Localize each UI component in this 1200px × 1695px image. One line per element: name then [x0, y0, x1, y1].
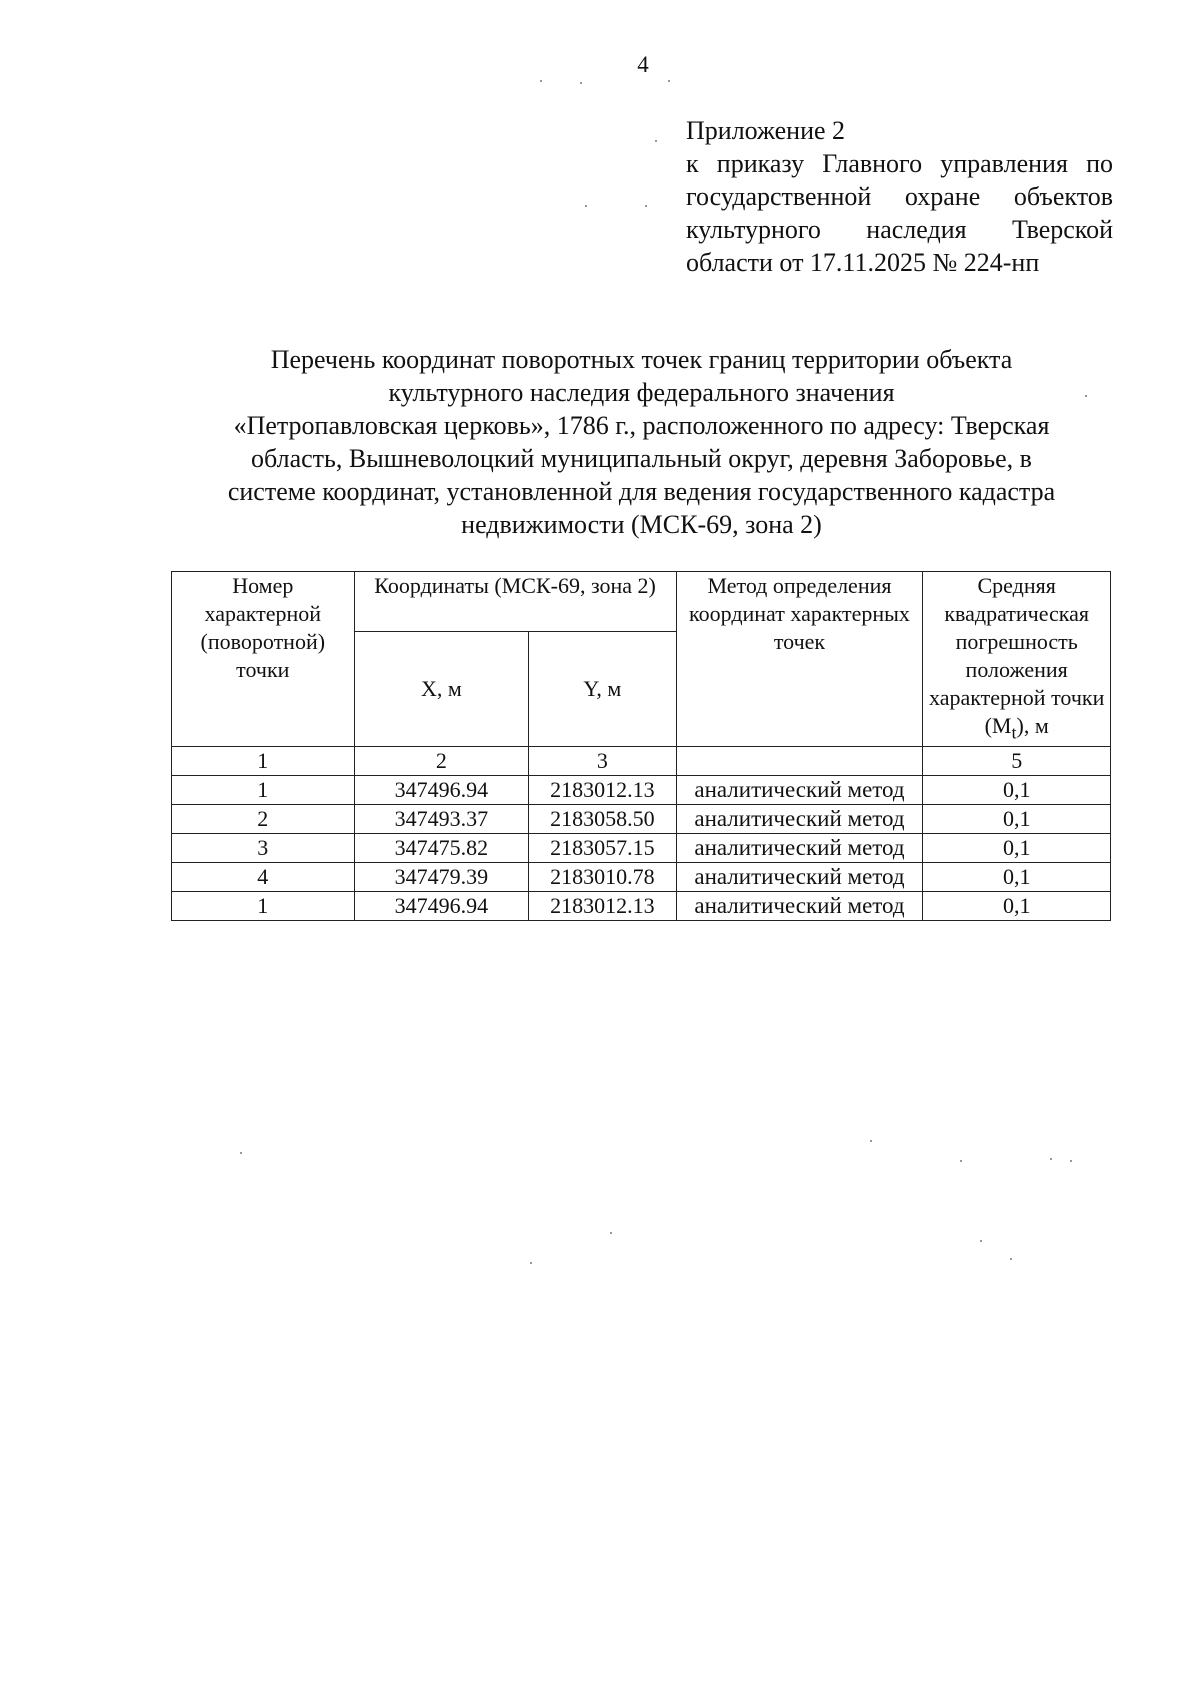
appendix-header [686, 114, 1113, 279]
scan-speck [980, 1240, 982, 1242]
header-error-subscript: t [1011, 722, 1017, 743]
x-cell: 347493.37 [354, 805, 529, 834]
scan-speck [870, 1140, 872, 1142]
error-cell: 0,1 [923, 834, 1111, 863]
scan-speck [1085, 395, 1087, 397]
appendix-line: государственной охране объектов [686, 182, 1113, 211]
header-method: Метод определения координат характерных точек [676, 572, 923, 747]
scan-speck [580, 82, 582, 84]
table-header-row [172, 572, 1111, 632]
error-cell: 0,1 [923, 863, 1111, 892]
document-title [176, 343, 1107, 541]
error-cell: 0,1 [923, 776, 1111, 805]
y-cell: 2183012.13 [529, 892, 676, 921]
scan-speck [668, 80, 670, 82]
title-line: культурного наследия федерального значения [388, 378, 895, 407]
scan-speck [610, 1232, 612, 1234]
method-cell: аналитический метод [676, 863, 923, 892]
point-cell: 4 [172, 863, 355, 892]
table-row [172, 834, 1111, 863]
title-line: область, Вышневолоцкий муниципальный округ, деревня Заборовье, в [251, 444, 1032, 473]
appendix-line: Приложение 2 [686, 116, 846, 145]
header-error-text: Средняя квадратическая погрешность положения характерной точки (M [929, 573, 1105, 738]
scan-speck [960, 1160, 962, 1162]
column-number: 5 [923, 747, 1111, 776]
method-cell: аналитический метод [676, 892, 923, 921]
title-line: недвижимости (МСК-69, зона 2) [461, 510, 822, 539]
scan-speck [530, 1262, 532, 1264]
error-cell: 0,1 [923, 805, 1111, 834]
y-cell: 2183010.78 [529, 863, 676, 892]
header-error-unit: ), м [1016, 713, 1049, 738]
header-error [923, 572, 1111, 747]
header-coordinates: Координаты (МСК-69, зона 2) [354, 572, 676, 632]
table-row [172, 892, 1111, 921]
x-cell: 347496.94 [354, 776, 529, 805]
column-number [676, 747, 923, 776]
scan-speck [655, 140, 657, 142]
point-cell: 2 [172, 805, 355, 834]
table-row [172, 776, 1111, 805]
x-cell: 347496.94 [354, 892, 529, 921]
scan-speck [540, 80, 542, 82]
scan-speck [1010, 1258, 1012, 1260]
y-cell: 2183058.50 [529, 805, 676, 834]
y-cell: 2183057.15 [529, 834, 676, 863]
column-numbers-row [172, 747, 1111, 776]
header-y: Y, м [529, 632, 676, 747]
scan-speck [240, 1152, 242, 1154]
title-line: Перечень координат поворотных точек границ территории объекта [270, 345, 1013, 374]
appendix-line: культурного наследия Тверской [686, 215, 1113, 244]
header-x: X, м [354, 632, 529, 747]
title-line: системе координат, установленной для ведения государственного кадастра [227, 477, 1056, 506]
method-cell: аналитический метод [676, 776, 923, 805]
scan-speck [1070, 1160, 1072, 1162]
scan-speck [645, 205, 647, 207]
scan-speck [1050, 1158, 1052, 1160]
column-number: 2 [354, 747, 529, 776]
column-number: 3 [529, 747, 676, 776]
scan-speck [585, 205, 587, 207]
column-number: 1 [172, 747, 355, 776]
title-line: «Петропавловская церковь», 1786 г., расположенного по адресу: Тверская [233, 411, 1050, 440]
appendix-line: к приказу Главного управления по [686, 149, 1113, 178]
point-cell: 1 [172, 892, 355, 921]
coordinates-table [171, 571, 1111, 921]
y-cell: 2183012.13 [529, 776, 676, 805]
method-cell: аналитический метод [676, 834, 923, 863]
x-cell: 347479.39 [354, 863, 529, 892]
x-cell: 347475.82 [354, 834, 529, 863]
method-cell: аналитический метод [676, 805, 923, 834]
appendix-line: области от 17.11.2025 № 224-нп [686, 248, 1040, 277]
point-cell: 3 [172, 834, 355, 863]
page-number: 4 [637, 52, 649, 77]
table-row [172, 805, 1111, 834]
error-cell: 0,1 [923, 892, 1111, 921]
point-cell: 1 [172, 776, 355, 805]
table-row [172, 863, 1111, 892]
header-point-number: Номер характерной (поворотной) точки [172, 572, 355, 747]
